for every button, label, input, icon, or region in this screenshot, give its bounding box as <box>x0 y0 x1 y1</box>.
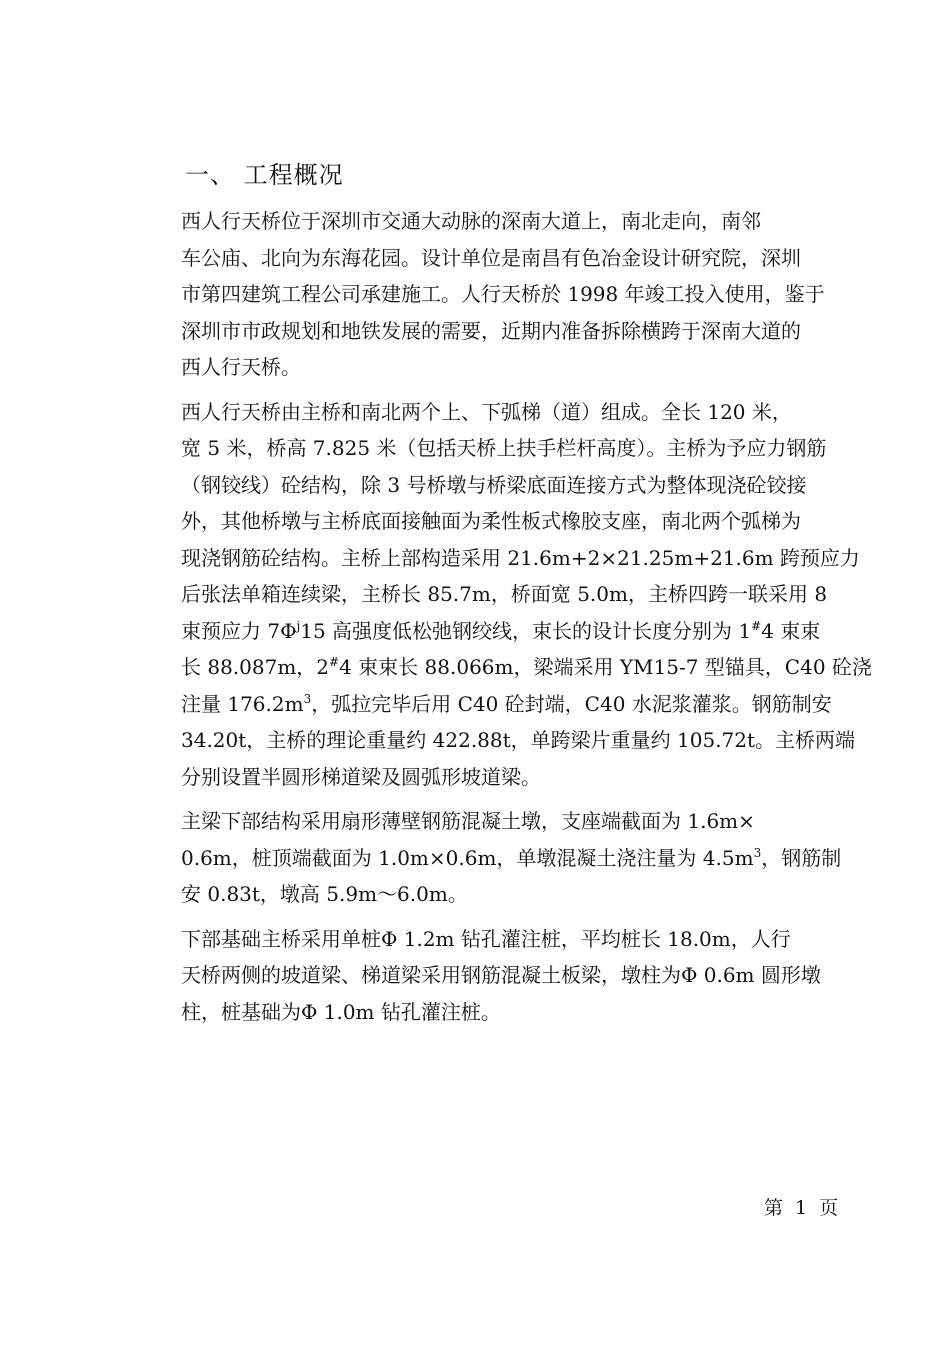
text-line: 西人行天桥。 <box>181 355 301 379</box>
text-line <box>137 649 872 686</box>
text-line: （钢铰线）砼结构，除 3 号桥墩与桥梁底面连接方式为整体现浇砼铰接 <box>181 472 807 497</box>
text-line: 下部基础主桥采用单桩Φ 1.2m 钻孔灌注桩，平均桩长 18.0m，人行 <box>181 926 791 951</box>
body-text <box>137 203 872 1038</box>
text-segment: 注量 176.2m <box>181 691 304 716</box>
text-segment: 长 88.087m，2 <box>181 655 330 679</box>
text-segment: 0.6m，桩顶端截面为 1.0m×0.6m，单墩混凝土浇注量为 4.5m <box>181 845 754 870</box>
text-line <box>137 613 833 650</box>
text-line: 分别设置半圆形梯道梁及圆弧形坡道梁。 <box>181 764 541 789</box>
text-line: 西人行天桥位于深圳市交通大动脉的深南大道上，南北走向，南邻 <box>181 209 761 233</box>
text-segment: 4 束束长 88.066m，梁端采用 YM15-7 型锚具，C40 砼浇 <box>339 655 872 679</box>
text-line: 柱，桩基础为Φ 1.0m 钻孔灌注桩。 <box>181 999 501 1024</box>
paragraph-substructure <box>137 803 842 913</box>
text-segment: ，钢筋制 <box>761 845 842 870</box>
superscript: 3 <box>303 691 312 706</box>
text-segment: 15 高强度低松弛钢绞线，束长的设计长度分别为 1 <box>300 618 752 643</box>
text-line: 天桥两侧的坡道梁、梯道梁采用钢筋混凝土板梁，墩柱为Φ 0.6m 圆形墩 <box>181 963 821 987</box>
text-line <box>137 840 842 877</box>
paragraph-structure <box>137 394 872 796</box>
section-heading: 一、 工程概况 <box>185 161 344 189</box>
text-line: 后张法单箱连续梁，主桥长 85.7m，桥面宽 5.0m，主桥四跨一联采用 8 <box>181 582 828 606</box>
text-segment: ，弧拉完毕后用 C40 砼封端，C40 水泥浆灌浆。钢筋制安 <box>311 691 832 716</box>
text-line: 车公庙、北向为东海花园。设计单位是南昌有色冶金设计研究院，深圳 <box>181 245 801 270</box>
text-line: 现浇钢筋砼结构。主桥上部构造采用 21.6m+2×21.25m+21.6m 跨预应力 <box>181 545 860 570</box>
text-line: 安 0.83t，墩高 5.9m～6.0m。 <box>181 882 468 906</box>
text-line: 34.20t，主桥的理论重量约 422.88t，单跨梁片重量约 105.72t。主桥两端 <box>181 728 856 752</box>
superscript: # <box>751 618 762 633</box>
superscript: 3 <box>753 845 762 860</box>
paragraph-foundation <box>137 921 833 1031</box>
paragraph-overview <box>137 203 833 386</box>
text-line: 西人行天桥由主桥和南北两个上、下弧梯（道）组成。全长 120 米， <box>181 399 792 424</box>
text-segment: 4 束束 <box>761 618 821 643</box>
page-number: 第 1 页 <box>764 1197 842 1219</box>
text-line: 深圳市市政规划和地铁发展的需要，近期内准备拆除横跨于深南大道的 <box>181 318 801 343</box>
text-segment: 束预应力 7Φ <box>181 618 297 643</box>
text-line <box>137 686 833 723</box>
text-line: 宽 5 米，桥高 7.825 米（包括天桥上扶手栏杆高度）。主桥为予应力钢筋 <box>181 436 827 460</box>
text-line: 主梁下部结构采用扇形薄壁钢筋混凝土墩，支座端截面为 1.6m× <box>181 809 755 833</box>
text-line: 市第四建筑工程公司承建施工。人行天桥於 1998 年竣工投入使用，鉴于 <box>181 282 825 306</box>
text-line: 外，其他桥墩与主桥底面接触面为柔性板式橡胶支座，南北两个弧梯为 <box>181 509 801 533</box>
superscript: j <box>296 618 301 633</box>
superscript: # <box>329 655 340 669</box>
